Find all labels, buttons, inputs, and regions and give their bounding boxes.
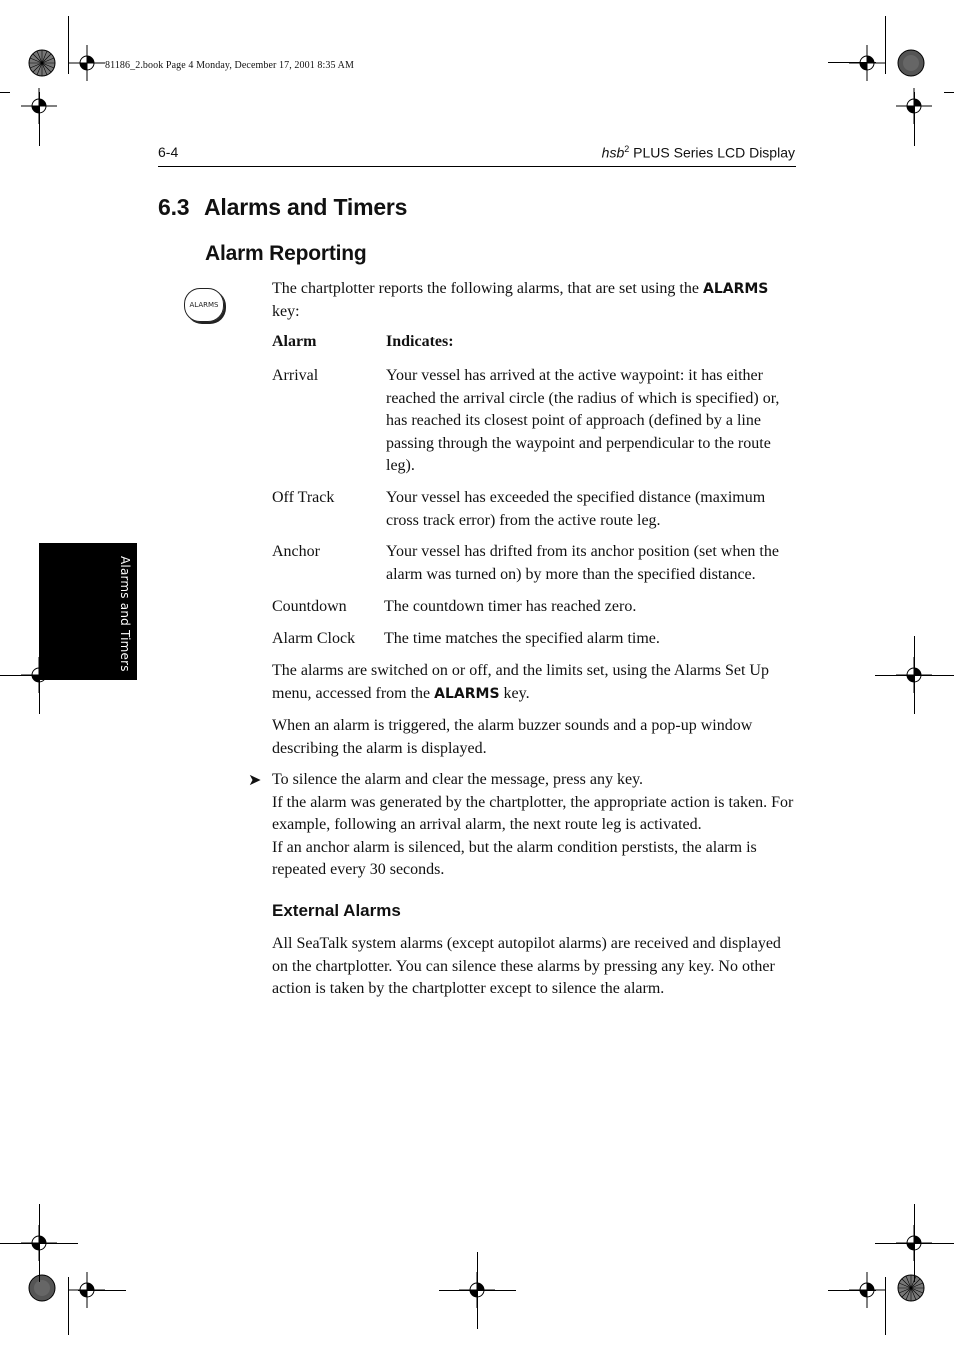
subsection-title: Alarm Reporting bbox=[205, 242, 367, 265]
product-superscript: 2 bbox=[624, 144, 630, 154]
table-row bbox=[272, 628, 796, 651]
registration-line bbox=[828, 62, 876, 63]
alarm-name: Arrival bbox=[272, 367, 319, 384]
registration-rosette-icon bbox=[28, 1274, 56, 1302]
crop-mark bbox=[944, 92, 954, 93]
alarm-description: Your vessel has exceeded the specified distance (maximum cross track error) from the active route leg. bbox=[386, 489, 766, 529]
intro-paragraph bbox=[272, 278, 796, 323]
alarm-description: Your vessel has arrived at the active waypoint: it has either reached the arrival circle (the radius of which is specified) or, has reached its closest point of approach (defined by a line passing through the waypoint and perpendicular to the route leg). bbox=[386, 367, 780, 474]
table-row bbox=[272, 596, 796, 619]
chapter-side-tab-label: Alarms and Timers bbox=[118, 556, 132, 672]
silence-step: If the alarm was generated by the chartplotter, the appropriate action is taken. For example, following an arrival alarm, the next route leg is activated. bbox=[272, 793, 794, 833]
registration-line bbox=[828, 1290, 876, 1291]
table-row bbox=[272, 487, 796, 533]
page-number: 6-4 bbox=[158, 144, 179, 160]
registration-crosshair-icon bbox=[849, 45, 885, 81]
header-rule bbox=[158, 166, 796, 167]
table-header-alarm: Alarm bbox=[272, 333, 317, 350]
alarm-name: Countdown bbox=[272, 598, 347, 615]
setup-text: The alarms are switched on or off, and the limits set, using the Alarms Set Up menu, accessed from the bbox=[272, 662, 769, 702]
alarm-description: Your vessel has drifted from its anchor position (set when the alarm was turned on) by more than the specified distance. bbox=[386, 543, 779, 583]
section-title bbox=[158, 194, 407, 221]
silence-step: If an anchor alarm is silenced, but the alarm condition perstists, the alarm is repeated every 30 seconds. bbox=[272, 838, 757, 878]
section-title-text: Alarms and Timers bbox=[204, 194, 408, 220]
registration-line bbox=[914, 92, 915, 146]
book-info-slug: 81186_2.book Page 4 Monday, December 17, 2001 8:35 AM bbox=[105, 60, 354, 71]
registration-crosshair-icon bbox=[69, 45, 105, 81]
setup-paragraph bbox=[272, 660, 796, 705]
alarm-description: The time matches the specified alarm time. bbox=[384, 630, 660, 647]
alarm-name: Off Track bbox=[272, 489, 335, 506]
external-alarms-title: External Alarms bbox=[272, 901, 401, 920]
crop-mark bbox=[885, 1277, 886, 1335]
registration-rosette-icon bbox=[897, 49, 925, 77]
registration-line bbox=[0, 1243, 78, 1244]
registration-line bbox=[39, 92, 40, 146]
silence-step: To silence the alarm and clear the message, press any key. bbox=[272, 771, 644, 788]
table-row bbox=[272, 541, 796, 587]
registration-line bbox=[477, 1252, 478, 1329]
table-header-indicates: Indicates: bbox=[386, 333, 454, 350]
action-arrow-icon: ➤ bbox=[248, 772, 262, 789]
external-alarms-paragraph: All SeaTalk system alarms (except autopilot alarms) are received and displayed on the chartplotter. You can silence these alarms by pressing any key. No other action is taken by the chartplotter except to silence the alarm. bbox=[272, 935, 781, 997]
product-name: PLUS Series LCD Display bbox=[629, 144, 795, 161]
registration-line bbox=[78, 1290, 126, 1291]
setup-text-end: key. bbox=[499, 684, 530, 702]
alarm-description: The countdown timer has reached zero. bbox=[384, 598, 637, 615]
product-prefix: hsb bbox=[601, 144, 625, 161]
alarms-key-ref: ALARMS bbox=[702, 281, 769, 297]
table-row bbox=[272, 365, 796, 477]
triggered-paragraph: When an alarm is triggered, the alarm buzzer sounds and a pop-up window describing the alarm is displayed. bbox=[272, 717, 753, 757]
crop-mark bbox=[0, 92, 10, 93]
alarms-key-icon: ALARMS bbox=[184, 288, 224, 322]
running-head bbox=[602, 144, 795, 161]
registration-rosette-icon bbox=[28, 49, 56, 77]
alarm-name: Alarm Clock bbox=[272, 630, 356, 647]
section-number: 6.3 bbox=[158, 194, 190, 220]
intro-text: The chartplotter reports the following alarms, that are set using the bbox=[272, 280, 703, 297]
crop-mark bbox=[885, 16, 886, 74]
alarms-key-ref: ALARMS bbox=[434, 685, 500, 702]
alarm-name: Anchor bbox=[272, 543, 320, 560]
intro-text-end: key: bbox=[272, 302, 300, 320]
registration-rosette-icon bbox=[897, 1274, 925, 1302]
silence-instructions bbox=[272, 769, 796, 882]
registration-line bbox=[875, 675, 954, 676]
registration-line bbox=[875, 1243, 954, 1244]
